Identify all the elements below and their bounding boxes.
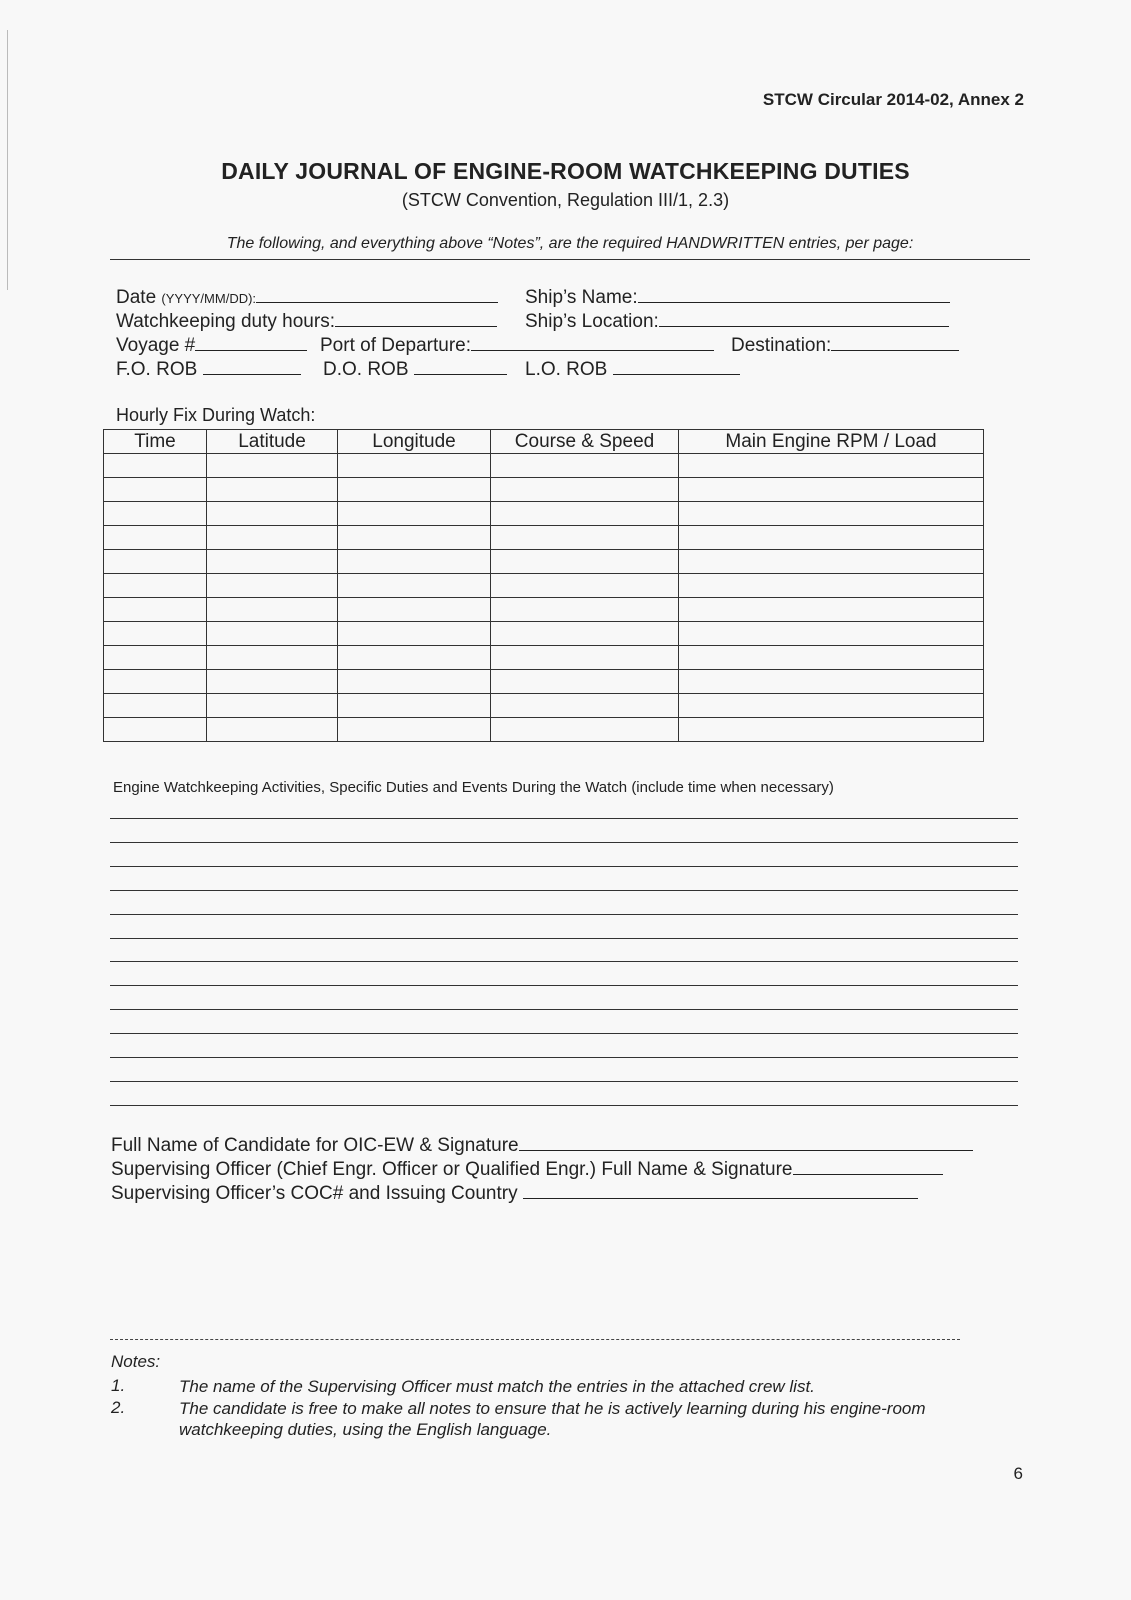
table-cell[interactable] [491,574,679,598]
col-course-speed-header: Course & Speed [491,430,679,454]
table-cell[interactable] [104,502,207,526]
voyage-blank[interactable] [195,336,307,351]
table-cell[interactable] [104,646,207,670]
note-1-number: 1. [111,1376,126,1395]
field-row-port-departure [320,335,714,359]
col-engine-rpm-header: Main Engine RPM / Load [679,430,984,454]
table-row [104,718,984,742]
table-cell[interactable] [207,478,338,502]
field-row-fo-rob [116,359,301,383]
table-cell[interactable] [104,694,207,718]
fo-rob-blank[interactable] [203,360,301,375]
field-row-duty-hours [116,311,497,335]
date-label: Date [116,287,157,308]
table-row [104,646,984,670]
table-cell[interactable] [338,454,491,478]
table-cell[interactable] [104,574,207,598]
table-cell[interactable] [207,622,338,646]
supervisor-signature-blank[interactable] [793,1160,943,1175]
table-cell[interactable] [679,574,984,598]
activity-line[interactable] [110,985,1018,986]
table-cell[interactable] [338,694,491,718]
table-cell[interactable] [207,454,338,478]
table-cell[interactable] [491,718,679,742]
table-cell[interactable] [679,718,984,742]
table-cell[interactable] [679,550,984,574]
activity-line[interactable] [110,1081,1018,1082]
table-row [104,694,984,718]
table-row [104,598,984,622]
page-title: DAILY JOURNAL OF ENGINE-ROOM WATCHKEEPING DUTIES [221,158,910,184]
table-cell[interactable] [491,694,679,718]
do-rob-label: D.O. ROB [323,359,409,380]
table-cell[interactable] [104,526,207,550]
table-cell[interactable] [491,550,679,574]
notes-label: Notes: [111,1352,161,1371]
table-row [104,454,984,478]
table-cell[interactable] [207,694,338,718]
activity-line[interactable] [110,842,1018,843]
instruction-text: The following, and everything above “Notes”, are the required HANDWRITTEN entries, per page: [226,235,914,252]
col-time-header: Time [104,430,207,454]
table-cell[interactable] [207,670,338,694]
table-cell[interactable] [207,574,338,598]
table-cell[interactable] [207,550,338,574]
field-row-ships-name [525,287,950,311]
table-cell[interactable] [491,622,679,646]
note-1-text: The name of the Supervising Officer must match the entries in the attached crew list. [179,1377,815,1396]
table-cell[interactable] [338,670,491,694]
supervisor-label: Supervising Officer (Chief Engr. Officer or Qualified Engr.) Full Name & Signature [111,1159,793,1180]
supervisor-signature-row [111,1159,943,1181]
lo-rob-label: L.O. ROB [525,359,608,380]
note-2-text: The candidate is free to make all notes to ensure that he is actively learning during his engine-room watchkeeping duties, using the English language. [179,1399,926,1439]
table-cell[interactable] [207,598,338,622]
table-cell[interactable] [338,502,491,526]
table-cell[interactable] [207,718,338,742]
table-row [104,622,984,646]
activity-line[interactable] [110,1033,1018,1034]
hourly-fix-label: Hourly Fix During Watch: [116,405,316,425]
table-cell[interactable] [338,622,491,646]
fo-rob-label: F.O. ROB [116,359,198,380]
hourly-fix-body [104,454,984,742]
table-cell[interactable] [104,718,207,742]
activity-line[interactable] [110,961,1018,962]
activity-line[interactable] [110,938,1018,939]
activity-line[interactable] [110,1009,1018,1010]
table-row [104,478,984,502]
table-cell[interactable] [104,550,207,574]
table-cell[interactable] [491,454,679,478]
table-cell[interactable] [679,670,984,694]
activity-line[interactable] [110,1105,1018,1106]
field-row-voyage [116,335,307,359]
table-cell[interactable] [679,478,984,502]
table-cell[interactable] [207,646,338,670]
activities-label: Engine Watchkeeping Activities, Specific Duties and Events During the Watch (include time when necessary) [113,779,834,796]
table-cell[interactable] [491,502,679,526]
table-cell[interactable] [491,670,679,694]
table-row [104,526,984,550]
table-cell[interactable] [679,622,984,646]
table-row [104,670,984,694]
date-format-label: (YYYY/MM/DD): [161,291,257,306]
col-latitude-header: Latitude [207,430,338,454]
table-cell[interactable] [679,526,984,550]
duty-hours-blank[interactable] [335,312,497,327]
table-cell[interactable] [104,670,207,694]
hourly-fix-table [103,429,984,742]
table-cell[interactable] [104,598,207,622]
table-cell[interactable] [679,454,984,478]
activity-line[interactable] [110,1057,1018,1058]
table-cell[interactable] [491,646,679,670]
instruction-underline [110,259,1030,260]
page-subtitle: (STCW Convention, Regulation III/1, 2.3) [401,190,730,210]
table-cell[interactable] [338,598,491,622]
table-cell[interactable] [207,502,338,526]
table-cell[interactable] [104,622,207,646]
table-cell[interactable] [491,478,679,502]
candidate-label: Full Name of Candidate for OIC-EW & Signature [111,1135,519,1156]
date-blank[interactable] [256,288,498,303]
ships-name-blank[interactable] [638,288,950,303]
lo-rob-blank[interactable] [613,360,740,375]
table-cell[interactable] [338,478,491,502]
note-2-number: 2. [111,1398,126,1417]
table-cell[interactable] [338,646,491,670]
field-row-destination [731,335,959,359]
col-longitude-header: Longitude [338,430,491,454]
activity-line[interactable] [110,866,1018,867]
duty-hours-label: Watchkeeping duty hours: [116,311,335,332]
activity-line[interactable] [110,890,1018,891]
ships-location-blank[interactable] [659,312,949,327]
table-cell[interactable] [491,598,679,622]
field-row-date [116,287,498,311]
field-row-do-rob [323,359,507,383]
table-row [104,574,984,598]
table-cell[interactable] [207,526,338,550]
table-cell[interactable] [679,502,984,526]
field-row-ships-location [525,311,949,335]
coc-label: Supervising Officer’s COC# and Issuing Country [111,1183,518,1204]
table-row [104,502,984,526]
table-cell[interactable] [679,598,984,622]
table-cell[interactable] [338,574,491,598]
circular-reference: STCW Circular 2014-02, Annex 2 [762,90,1024,109]
do-rob-blank[interactable] [414,360,507,375]
table-cell[interactable] [338,550,491,574]
table-cell[interactable] [338,526,491,550]
table-row [104,550,984,574]
notes-separator [110,1339,960,1340]
table-cell[interactable] [104,478,207,502]
destination-label: Destination: [731,335,832,356]
coc-row [111,1183,918,1205]
activity-line[interactable] [110,818,1018,819]
candidate-signature-blank[interactable] [519,1136,973,1151]
port-departure-blank[interactable] [471,336,714,351]
page-number: 6 [1013,1464,1023,1483]
table-cell[interactable] [491,526,679,550]
candidate-signature-row [111,1135,973,1157]
ships-name-label: Ship’s Name: [525,287,638,308]
port-departure-label: Port of Departure: [320,335,472,356]
ships-location-label: Ship’s Location: [525,311,659,332]
hourly-fix-header-row [104,430,984,454]
field-row-lo-rob [525,359,740,383]
table-cell[interactable] [338,718,491,742]
table-cell[interactable] [679,694,984,718]
table-cell[interactable] [679,646,984,670]
activity-line[interactable] [110,914,1018,915]
voyage-label: Voyage # [116,335,196,356]
destination-blank[interactable] [831,336,959,351]
coc-blank[interactable] [523,1184,918,1199]
table-cell[interactable] [104,454,207,478]
